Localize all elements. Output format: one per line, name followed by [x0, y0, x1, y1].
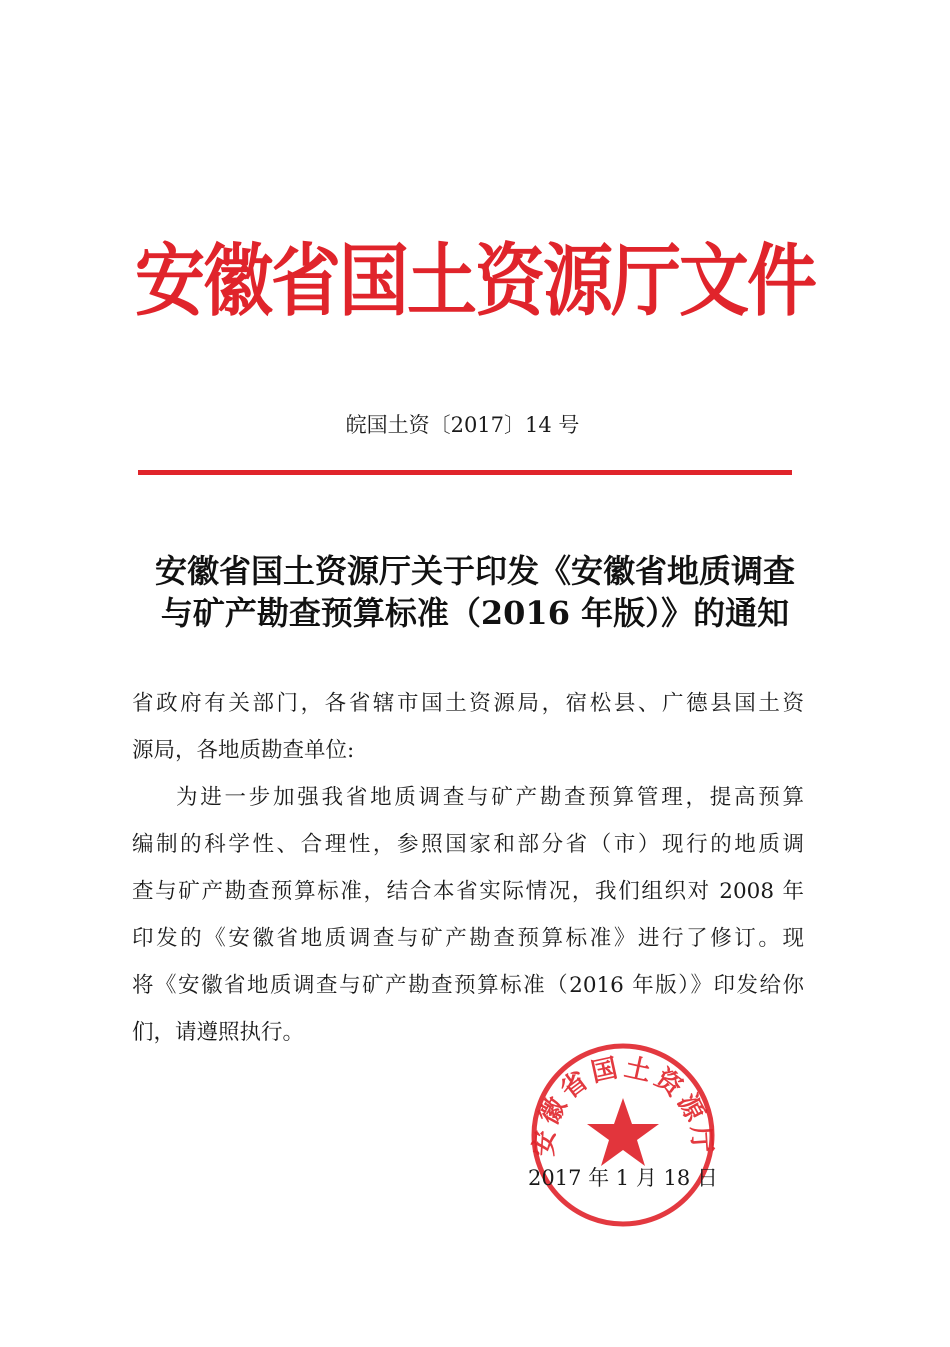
- body-line: 编制的科学性、合理性，参照国家和部分省（市）现行的地质调: [132, 832, 804, 857]
- notice-body: [132, 680, 804, 1056]
- seal-star-icon: [587, 1098, 659, 1166]
- red-divider-line: [138, 470, 792, 475]
- notice-title: [120, 550, 830, 634]
- notice-title-line-2: 与矿产勘查预算标准（2016 年版）》的通知: [160, 594, 790, 632]
- official-seal: [528, 1040, 718, 1230]
- body-line: 印发的《安徽省地质调查与矿产勘查预算标准》进行了修订。现: [132, 926, 804, 951]
- body-line: 源局，各地质勘查单位:: [132, 738, 355, 763]
- notice-title-line-1: 安徽省国土资源厅关于印发《安徽省地质调查: [154, 552, 795, 590]
- document-number: 皖国土资〔2017〕14 号: [345, 413, 580, 437]
- body-line: 们，请遵照执行。: [132, 1020, 305, 1045]
- body-line: 省政府有关部门，各省辖市国土资源局，宿松县、广德县国土资: [132, 691, 804, 716]
- seal-text: 安徽省国土资源厅: [529, 1052, 717, 1158]
- body-line: 将《安徽省地质调查与矿产勘查预算标准（2016 年版）》印发给你: [132, 973, 804, 998]
- masthead-title: 安徽省国土资源厅文件: [135, 235, 815, 327]
- body-line: 查与矿产勘查预算标准，结合本省实际情况，我们组织对 2008 年: [132, 879, 804, 904]
- body-line: 为进一步加强我省地质调查与矿产勘查预算管理，提高预算: [176, 785, 804, 810]
- issue-date: 2017 年 1 月 18 日: [528, 1166, 718, 1190]
